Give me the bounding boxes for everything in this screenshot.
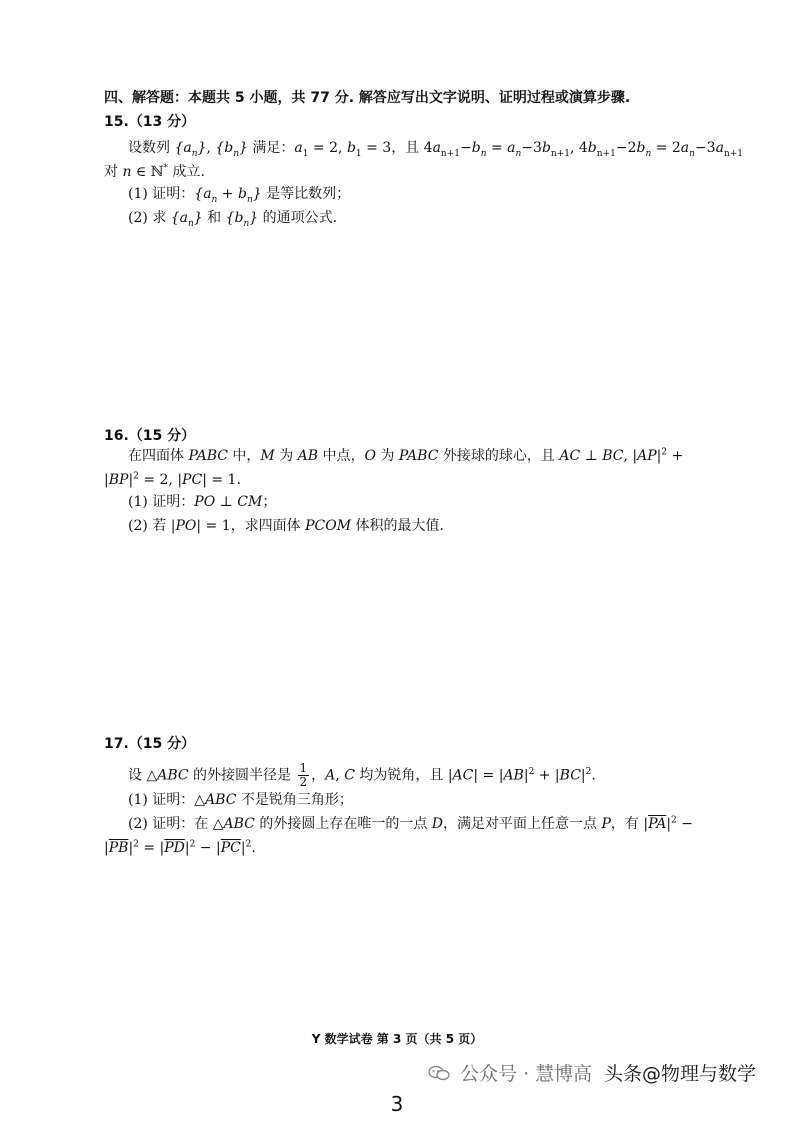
q15-label: 15.（13 分）	[104, 114, 196, 130]
q15-part2: (2) 求 $\{a_n\}$ 和 $\{b_n\}$ 的通项公式.	[128, 210, 338, 229]
q15-line1: 设数列 $\{a_n\}$, $\{b_n\}$ 满足：$a_1 = 2$, $b_1 = 3$，且 $4a_{n+1}-b_n = a_n-3b_{n+1}$, $4b_{n+1}-2b_n = 2a_n-3a_{n+1}$	[128, 140, 744, 159]
q17-part2-line2: $|\overline{PB}|^2 = |\overline{PD}|^2 - |\overline{PC}|^2$.	[104, 839, 256, 856]
q16-label: 16.（15 分）	[104, 428, 196, 444]
q16-part2: (2) 若 |PO| = 1，求四面体 PCOM 体积的最大值.	[128, 518, 444, 534]
section-heading: 四、解答题：本题共 5 小题，共 77 分. 解答应写出文字说明、证明过程或演算步骤.	[104, 90, 631, 106]
q17-line1: 设 △ABC 的外接圆半径是 $\frac{1}{2}$ ，A, C 均为锐角，且 $|AC| = |AB|^2 + |BC|^2$.	[128, 761, 596, 789]
q15-line2: 对 n ∈ ℕ* 成立.	[104, 163, 205, 180]
watermark-overlay-text: 头条@物理与数学	[604, 1063, 757, 1085]
q17-label: 17.（15 分）	[104, 736, 196, 752]
page-footer: Y 数学试卷 第 3 页（共 5 页）	[311, 1032, 483, 1046]
q17-part2-line1: (2) 证明：在 △ABC 的外接圆上存在唯一的一点 D，满足对平面上任意一点 P，有 $|\overline{PA}|^2$ −	[128, 815, 693, 832]
fraction-one-half: $\frac{1}{2}$	[299, 761, 308, 789]
q16-part1: (1) 证明：PO ⊥ CM；	[128, 494, 277, 510]
q16-line2: $|BP|^2 = 2$, |PC| = 1.	[104, 471, 241, 488]
page-number: 3	[390, 1092, 404, 1116]
q15-part1: (1) 证明：$\{a_n + b_n\}$ 是等比数列；	[128, 186, 351, 205]
q17-part1: (1) 证明：△ABC 不是锐角三角形；	[128, 792, 353, 808]
q16-line1: 在四面体 PABC 中，M 为 AB 中点，O 为 PABC 外接球的球心，且 AC ⊥ BC, $|AP|^2$ +	[128, 447, 684, 464]
watermark-text: 公众号 · 慧博高	[460, 1063, 593, 1085]
watermark	[428, 1059, 757, 1086]
wechat-icon	[428, 1065, 450, 1081]
